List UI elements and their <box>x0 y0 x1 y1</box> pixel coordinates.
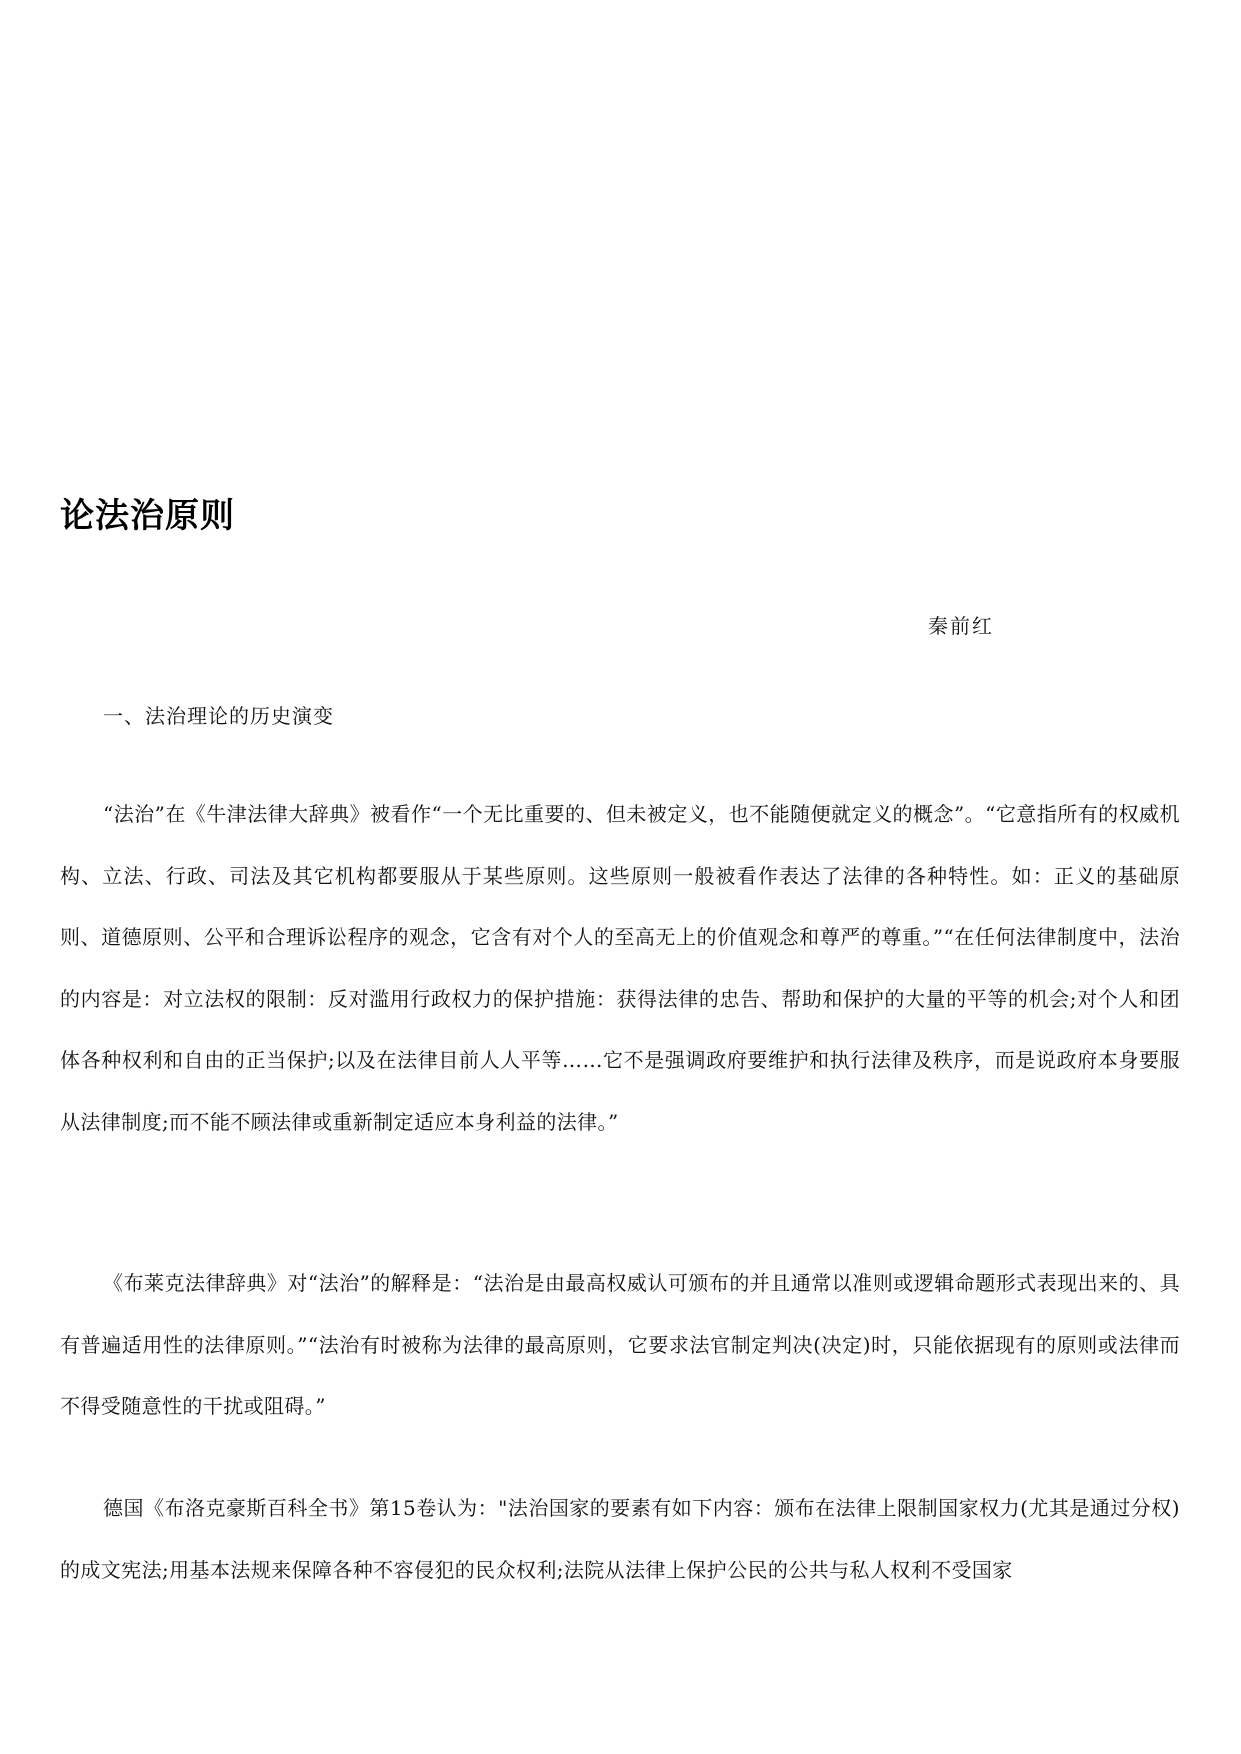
body-paragraph: 《布莱克法律辞典》对“法治”的解释是：“法治是由最高权威认可颁布的并且通常以准则或逻辑命题形式表现出来的、具有普遍适用性的法律原则。”“法治有时被称为法律的最高原则，它要求法官制定判决(决定)时，只能依据现有的原则或法律而不得受随意性的干扰或阻碍。” <box>60 1271 1180 1418</box>
author-name: 秦前红 <box>928 614 994 638</box>
body-paragraph: “法治”在《牛津法律大辞典》被看作“一个无比重要的、但未被定义，也不能随便就定义的概念”。“它意指所有的权威机构、立法、行政、司法及其它机构都要服从于某些原则。这些原则一般被看作表达了法律的各种特性。如：正义的基础原则、道德原则、公平和合理诉讼程序的观念，它含有对个人的至高无上的价值观念和尊严的尊重。”“在任何法律制度中，法治的内容是：对立法权的限制：反对滥用行政权力的保护措施：获得法律的忠告、帮助和保护的大量的平等的机会;对个人和团体各种权利和自由的正当保护;以及在法律目前人人平等……它不是强调政府要维护和执行法律及秩序，而是说政府本身要服从法律制度;而不能不顾法律或重新制定适应本身利益的法律。” <box>60 802 1180 1134</box>
body-paragraph: 德国《布洛克豪斯百科全书》第15卷认为："法治国家的要素有如下内容：颁布在法律上限制国家权力(尤其是通过分权)的成文宪法;用基本法规来保障各种不容侵犯的民众权利;法院从法律上保护公民的公共与私人权利不受国家 <box>60 1496 1180 1582</box>
section-heading: 一、法治理论的历史演变 <box>103 704 334 728</box>
document-title: 论法治原则 <box>60 496 235 536</box>
